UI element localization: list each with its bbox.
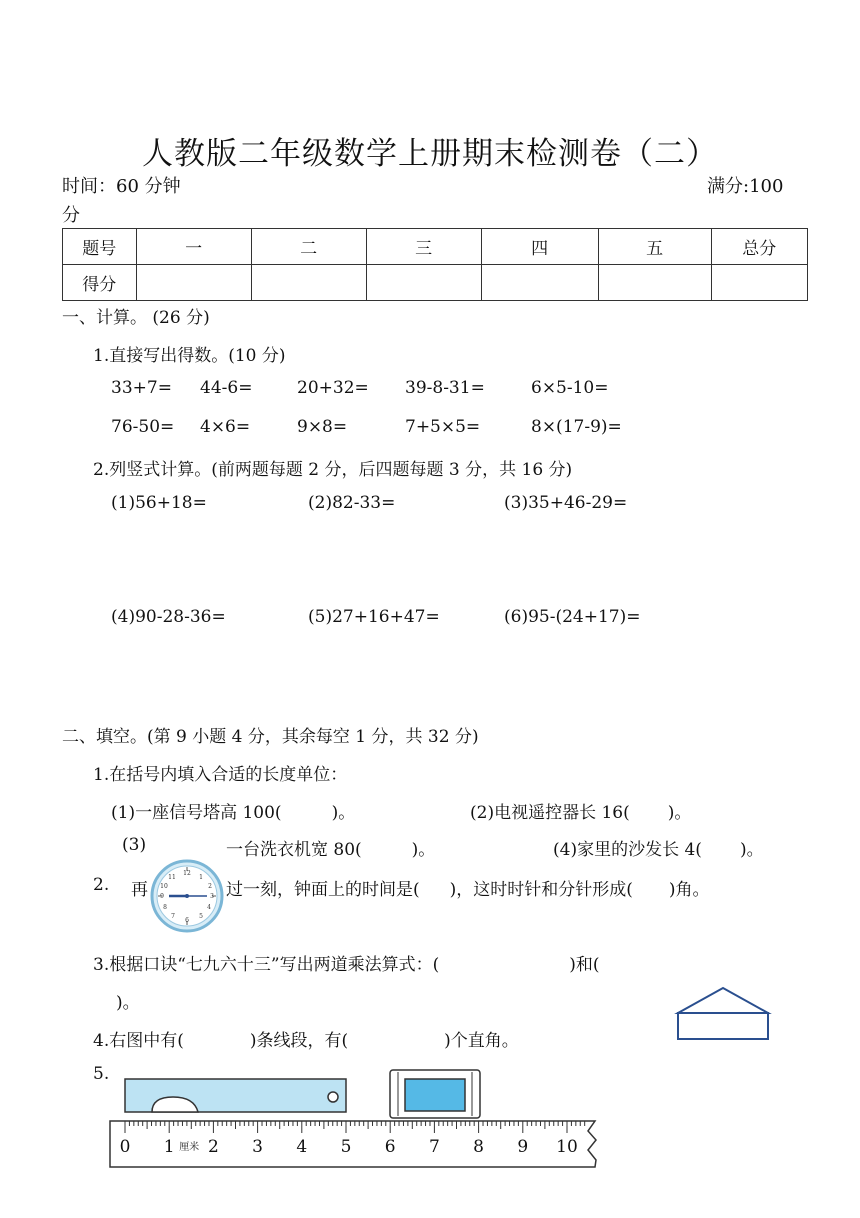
section2-q2-text [226, 875, 710, 900]
section2-q1-heading: 1.在括号内填入合适的长度单位： [93, 765, 348, 785]
table-cell: 五 [598, 229, 711, 265]
ruler-tick-label: 5 [340, 1137, 352, 1157]
ruler-tick-label: 2 [207, 1137, 219, 1157]
oral-calc-item: 4×6= [200, 417, 251, 437]
vertical-calc-item: (3)35+46-29= [504, 493, 628, 513]
table-cell: 总分 [711, 229, 807, 265]
section2-q2-pre: 再 [131, 880, 148, 900]
oral-calc-item: 44-6= [200, 378, 253, 398]
table-cell: 一 [136, 229, 251, 265]
score-table [62, 228, 808, 301]
fill-text: )条线段，有( [249, 1031, 349, 1051]
oral-calc-item: 9×8= [297, 417, 348, 437]
fill-text: )，这时时针和分针形成( [449, 880, 633, 900]
ruler-tick-label: 1 [163, 1137, 175, 1157]
svg-text:3: 3 [210, 893, 214, 900]
score-input-cell[interactable] [711, 265, 807, 301]
section2-q4-text [93, 1026, 519, 1051]
fill-text: )。 [411, 840, 436, 860]
full-score-unit: 分 [62, 205, 80, 226]
fill-text: )角。 [668, 880, 710, 900]
svg-text:12: 12 [183, 870, 191, 877]
ruler-tick-label: 4 [296, 1137, 308, 1157]
section2-q3-tail: )。 [116, 993, 140, 1013]
oral-calc-item: 7+5×5= [405, 417, 481, 437]
ruler-unit-label: 厘米 [179, 1142, 200, 1153]
table-cell: 四 [481, 229, 598, 265]
fill-text: 4.右图中有( [93, 1031, 184, 1051]
section2-heading: 二、填空。(第 9 小题 4 分，其余每空 1 分，共 32 分) [62, 727, 479, 747]
vertical-calc-item: (1)56+18= [111, 493, 207, 513]
svg-text:9: 9 [160, 893, 164, 900]
fill-text: (2)电视遥控器长 16( [470, 803, 630, 823]
score-table-header-row [63, 229, 808, 265]
score-input-cell[interactable] [481, 265, 598, 301]
fill-item-2 [470, 798, 691, 823]
svg-text:8: 8 [163, 904, 167, 911]
score-input-cell[interactable] [366, 265, 481, 301]
vertical-calc-item: (5)27+16+47= [308, 607, 440, 627]
vertical-calc-item: (2)82-33= [308, 493, 396, 513]
fill-item-3-number: (3) [122, 835, 147, 855]
fill-item-4 [553, 835, 764, 860]
time-label: 时间：60 分钟 [62, 176, 181, 197]
svg-text:4: 4 [207, 904, 211, 911]
section1-heading: 一、计算。 (26 分) [62, 308, 210, 328]
section2-q2-number: 2. [93, 875, 110, 895]
section1-q1-heading: 1.直接写出得数。(10 分) [93, 346, 286, 366]
fill-text: 过一刻，钟面上的时间是( [226, 880, 420, 900]
fill-text: (1)一座信号塔高 100( [111, 803, 282, 823]
ruler-tick-label: 8 [473, 1137, 485, 1157]
section2-q5-number: 5. [93, 1064, 110, 1084]
section1-q2-heading: 2.列竖式计算。(前两题每题 2 分，后四题每题 3 分，共 16 分) [93, 460, 573, 480]
score-input-cell[interactable] [251, 265, 366, 301]
svg-text:1: 1 [199, 874, 203, 881]
fill-text: )。 [739, 840, 764, 860]
ruler-tick-label: 7 [428, 1137, 440, 1157]
table-cell: 题号 [63, 229, 137, 265]
svg-text:5: 5 [199, 913, 203, 920]
vertical-calc-item: (4)90-28-36= [111, 607, 226, 627]
fill-text: )。 [667, 803, 692, 823]
fill-item-1 [111, 798, 355, 823]
table-cell: 得分 [63, 265, 137, 301]
house-shape-figure [674, 985, 772, 1043]
svg-text:11: 11 [168, 874, 176, 881]
svg-text:6: 6 [185, 917, 189, 924]
oral-calc-item: 39-8-31= [405, 378, 485, 398]
fill-text: 一台洗衣机宽 80( [226, 840, 362, 860]
ruler-figure [100, 1064, 610, 1172]
fill-text: (4)家里的沙发长 4( [553, 840, 702, 860]
oral-calc-item: 20+32= [297, 378, 369, 398]
table-cell: 三 [366, 229, 481, 265]
oral-calc-item: 33+7= [111, 378, 172, 398]
fill-text: 3.根据口诀“七九六十三”写出两道乘法算式：( [93, 955, 440, 975]
oral-calc-item: 8×(17-9)= [531, 417, 622, 437]
score-table-score-row [63, 265, 808, 301]
svg-text:10: 10 [160, 883, 168, 890]
section2-q3-text [93, 950, 600, 975]
svg-text:7: 7 [171, 913, 175, 920]
oral-calc-item: 6×5-10= [531, 378, 609, 398]
ruler-tick-label: 10 [556, 1137, 578, 1157]
full-score-label: 满分:100 [707, 176, 784, 197]
fill-text: )。 [331, 803, 356, 823]
page-title: 人教版二年级数学上册期末检测卷（二） [142, 136, 718, 172]
svg-text:2: 2 [208, 883, 212, 890]
fill-item-3 [226, 835, 435, 860]
ruler-tick-label: 9 [517, 1137, 529, 1157]
oral-calc-item: 76-50= [111, 417, 175, 437]
vertical-calc-item: (6)95-(24+17)= [504, 607, 641, 627]
ruler-tick-label: 6 [384, 1137, 396, 1157]
score-input-cell[interactable] [136, 265, 251, 301]
clock-icon [149, 858, 225, 934]
ruler-tick-label: 3 [252, 1137, 264, 1157]
table-cell: 二 [251, 229, 366, 265]
fill-text: )和( [569, 955, 600, 975]
score-input-cell[interactable] [598, 265, 711, 301]
ruler-tick-label: 0 [119, 1137, 131, 1157]
fill-text: )个直角。 [444, 1031, 519, 1051]
